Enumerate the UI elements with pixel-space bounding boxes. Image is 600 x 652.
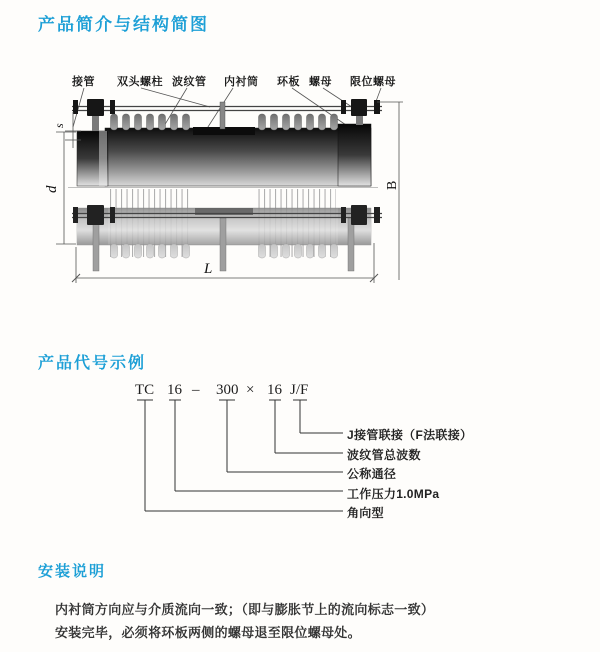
- install-note-nut-position: 安装完毕，必须将环板两侧的螺母退至限位螺母处。: [55, 625, 361, 640]
- code-token-connection: J/F: [290, 382, 309, 398]
- install-note-flow-direction: 内衬筒方向应与介质流向一致；（即与膨胀节上的流向标志一致）: [55, 602, 435, 617]
- dim-L: L: [204, 261, 213, 277]
- part-label-double-stud: 双头螺柱: [117, 76, 163, 88]
- code-token-type: TC: [135, 382, 155, 398]
- legend-working-pressure: 工作压力1.0MPa: [347, 487, 440, 501]
- part-label-ring-plate: 环板: [277, 76, 300, 88]
- part-label-limit-nut: 限位螺母: [350, 76, 396, 88]
- legend-nominal-diameter: 公称通径: [347, 467, 397, 481]
- legend-angular-type: 角向型: [347, 506, 384, 520]
- section-heading-code: 产品代号示例: [38, 355, 147, 372]
- legend-connection-type: J接管联接（F法联接）: [347, 428, 473, 442]
- dim-d: d: [44, 185, 60, 193]
- code-token-waves: 16: [267, 382, 282, 398]
- section-heading-intro: 产品简介与结构简图: [38, 15, 209, 34]
- dim-s: s: [52, 123, 66, 128]
- code-token-diameter: 300: [216, 382, 239, 398]
- part-label-nut: 螺母: [309, 76, 332, 88]
- part-label-bellows: 波纹管: [172, 76, 207, 88]
- code-tree-lines: [0, 395, 600, 520]
- dim-B: B: [385, 180, 400, 190]
- part-label-connecting-pipe: 接管: [72, 76, 95, 88]
- legend-wave-count: 波纹管总波数: [347, 448, 421, 462]
- code-token-dash: –: [192, 382, 200, 398]
- section-heading-install: 安装说明: [38, 563, 107, 580]
- code-token-times: ×: [246, 382, 255, 398]
- code-token-pressure: 16: [167, 382, 182, 398]
- part-label-inner-liner: 内衬筒: [224, 76, 259, 88]
